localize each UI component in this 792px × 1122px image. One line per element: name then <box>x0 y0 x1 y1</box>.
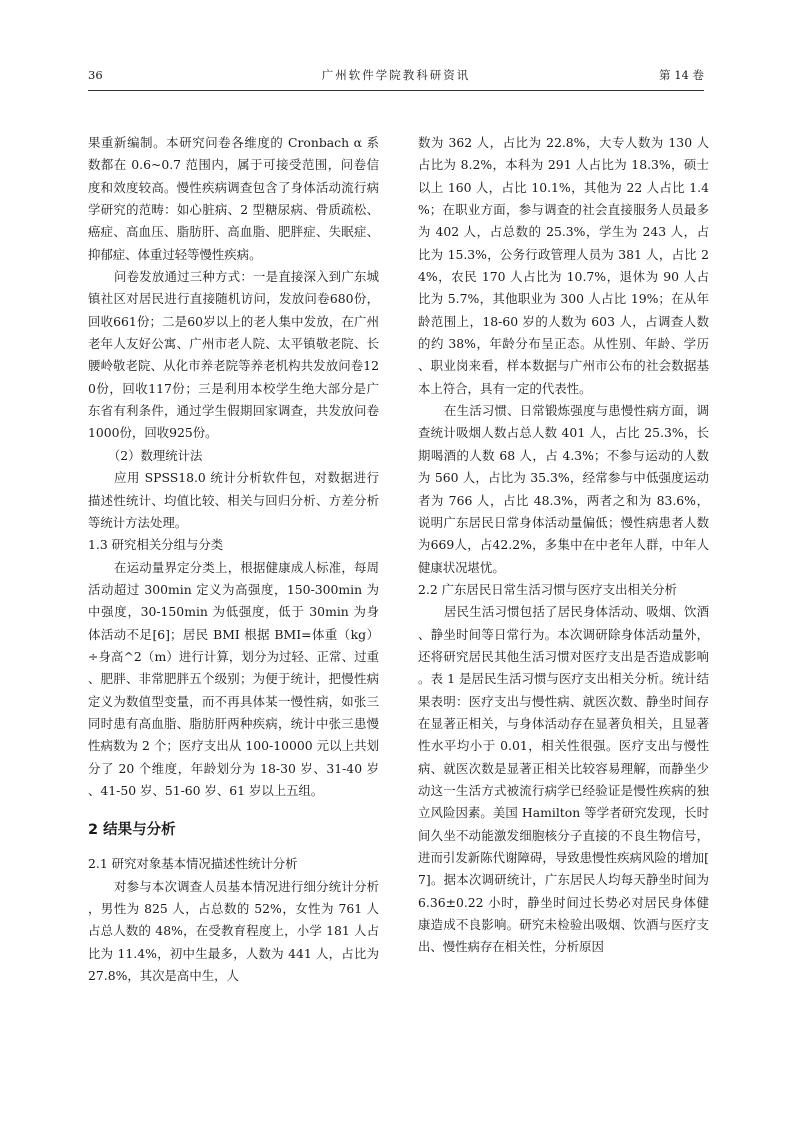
paragraph: 对参与本次调查人员基本情况进行细分统计分析，男性为 825 人，占总数的 52%，女性为 761 人占总人数的 48%，在受教育程度上，小学 181 人占比为 11.4%，初中生最多，人数为 441 人，占比为 27.8%，其次是高中生，人 <box>88 878 379 984</box>
paragraph: 数为 362 人，占比为 22.8%，大专人数为 130 人占比为 8.2%，本科为 291 人占比为 18.3%，硕士以上 160 人，占比 10.1%，其他为 22 人占比 1.4%；在职业方面，参与调查的社会直接服务人员最多为 402 人，占总数的 25.3%，学生为 243 人，占比为 15.3%，公务行政管理人员为 381 人，占比 24%，农民 170 人占比为 10.7%，退休为 90 人占比为 5.7%，其他职业为 300 人占比 19%；在从年龄范围上，18-60 岁的人数为 603 人，占调查人数的约 38%，年龄分布呈正态。从性别、年龄、学历、职业岗来看，样本数据与广州市公布的社会数据基本上符合，具有一定的代表性。 <box>418 135 709 396</box>
paragraph: 果重新编制。本研究问卷各维度的 Cronbach α 系数都在 0.6~0.7 范围内，属于可接受范围，问卷信度和效度较高。慢性疾病调查包含了身体活动流行病学研究的范畴：如心脏病、2 型糖尿病、骨质疏松、癌症、高血压、脂肪肝、高血脂、肥胖症、失眠症、抑郁症、体重过轻等慢性疾病。 <box>88 135 379 262</box>
journal-title: 广州软件学院教科研资讯 <box>321 68 471 82</box>
volume-label: 第 14 卷 <box>659 68 704 82</box>
paragraph: 应用 SPSS18.0 统计分析软件包，对数据进行描述性统计、均值比较、相关与回归分析、方差分析等统计方法处理。 <box>88 470 379 530</box>
paragraph: 问卷发放通过三种方式：一是直接深入到广东城镇社区对居民进行直接随机访问，发放问卷680份，回收661份；二是60岁以上的老人集中发放，在广州老年人友好公寓、广州市老人院、太平镇敬老院、长腰岭敬老院、从化市养老院等养老机构共发放问卷120份，回收117份；三是利用本校学生绝大部分是广东省有利条件，通过学生假期回家调查，共发放问卷1000份，回收925份。 <box>88 269 379 441</box>
paragraph: 在生活习惯、日常锻炼强度与患慢性病方面，调查统计吸烟人数占总人数 401 人，占比 25.3%，长期喝酒的人数 68 人，占 4.3%；不参与运动的人数为 560 人，占比为 35.3%，经常参与中低强度运动者为 766 人，占比 48.3%，两者之和为 83.6%，说明广东居民日常身体活动量偏低；慢性病患者人数为669人，占42.2%，多集中在中老年人群，中年人健康状况堪忧。 <box>418 403 709 575</box>
method-subtitle: （2）数理统计法 <box>107 447 203 463</box>
running-header <box>88 60 704 91</box>
left-column <box>88 132 379 987</box>
subsection-heading: 2.1 研究对象基本情况描述性统计分析 <box>88 856 298 872</box>
section-heading: 2 结果与分析 <box>88 822 176 839</box>
right-column <box>418 132 709 959</box>
page-number: 36 <box>88 68 103 82</box>
paragraph: 在运动量界定分类上，根据健康成人标准，每周活动超过 300min 定义为高强度，150-300min 为中强度，30-150min 为低强度，低于 30min 为身体活动不足[6]；居民 BMI 根据 BMI=体重（kg）÷身高^2（m）进行计算，划分为过轻、正常、过重、肥胖、非常肥胖五个级别；为便于统计，把慢性病定义为数值型变量，而不再具体某一慢性病，如张三同时患有高血脂、脂肪肝两种疾病，统计中张三患慢性病数为 2 个；医疗支出从 100-10000 元以上共划分了 20 个维度，年龄划分为 18-30 岁、31-40 岁、41-50 岁、51-60 岁、61 岁以上五组。 <box>88 559 379 798</box>
paragraph: 居民生活习惯包括了居民身体活动、吸烟、饮酒、静坐时间等日常行为。本次调研除身体活动量外，还将研究居民其他生活习惯对医疗支出是否造成影响。表 1 是居民生活习惯与医疗支出相关分析。统计结果表明：医疗支出与慢性病、就医次数、静坐时间存在显著正相关，与身体活动存在显著负相关，且显著性水平均小于 0.01，相关性很强。医疗支出与慢性病、就医次数是显著正相关比较容易理解，而静坐少动这一生活方式被流行病学已经验证是慢性疾病的独立风险因素。美国 Hamilton 等学者研究发现，长时间久坐不动能激发细胞核分子直接的不良生物信号，进而引发新陈代谢障碍，导致患慢性疾病风险的增加[7]。据本次调研统计，广东居民人均每天静坐时间为 6.36±0.22 小时，静坐时间过长势必对居民身体健康造成不良影响。研究未检验出吸烟、饮酒与医疗支出、慢性病存在相关性，分析原因 <box>418 604 709 955</box>
subsection-heading: 1.3 研究相关分组与分类 <box>88 537 224 553</box>
subsection-heading: 2.2 广东居民日常生活习惯与医疗支出相关分析 <box>418 581 678 597</box>
